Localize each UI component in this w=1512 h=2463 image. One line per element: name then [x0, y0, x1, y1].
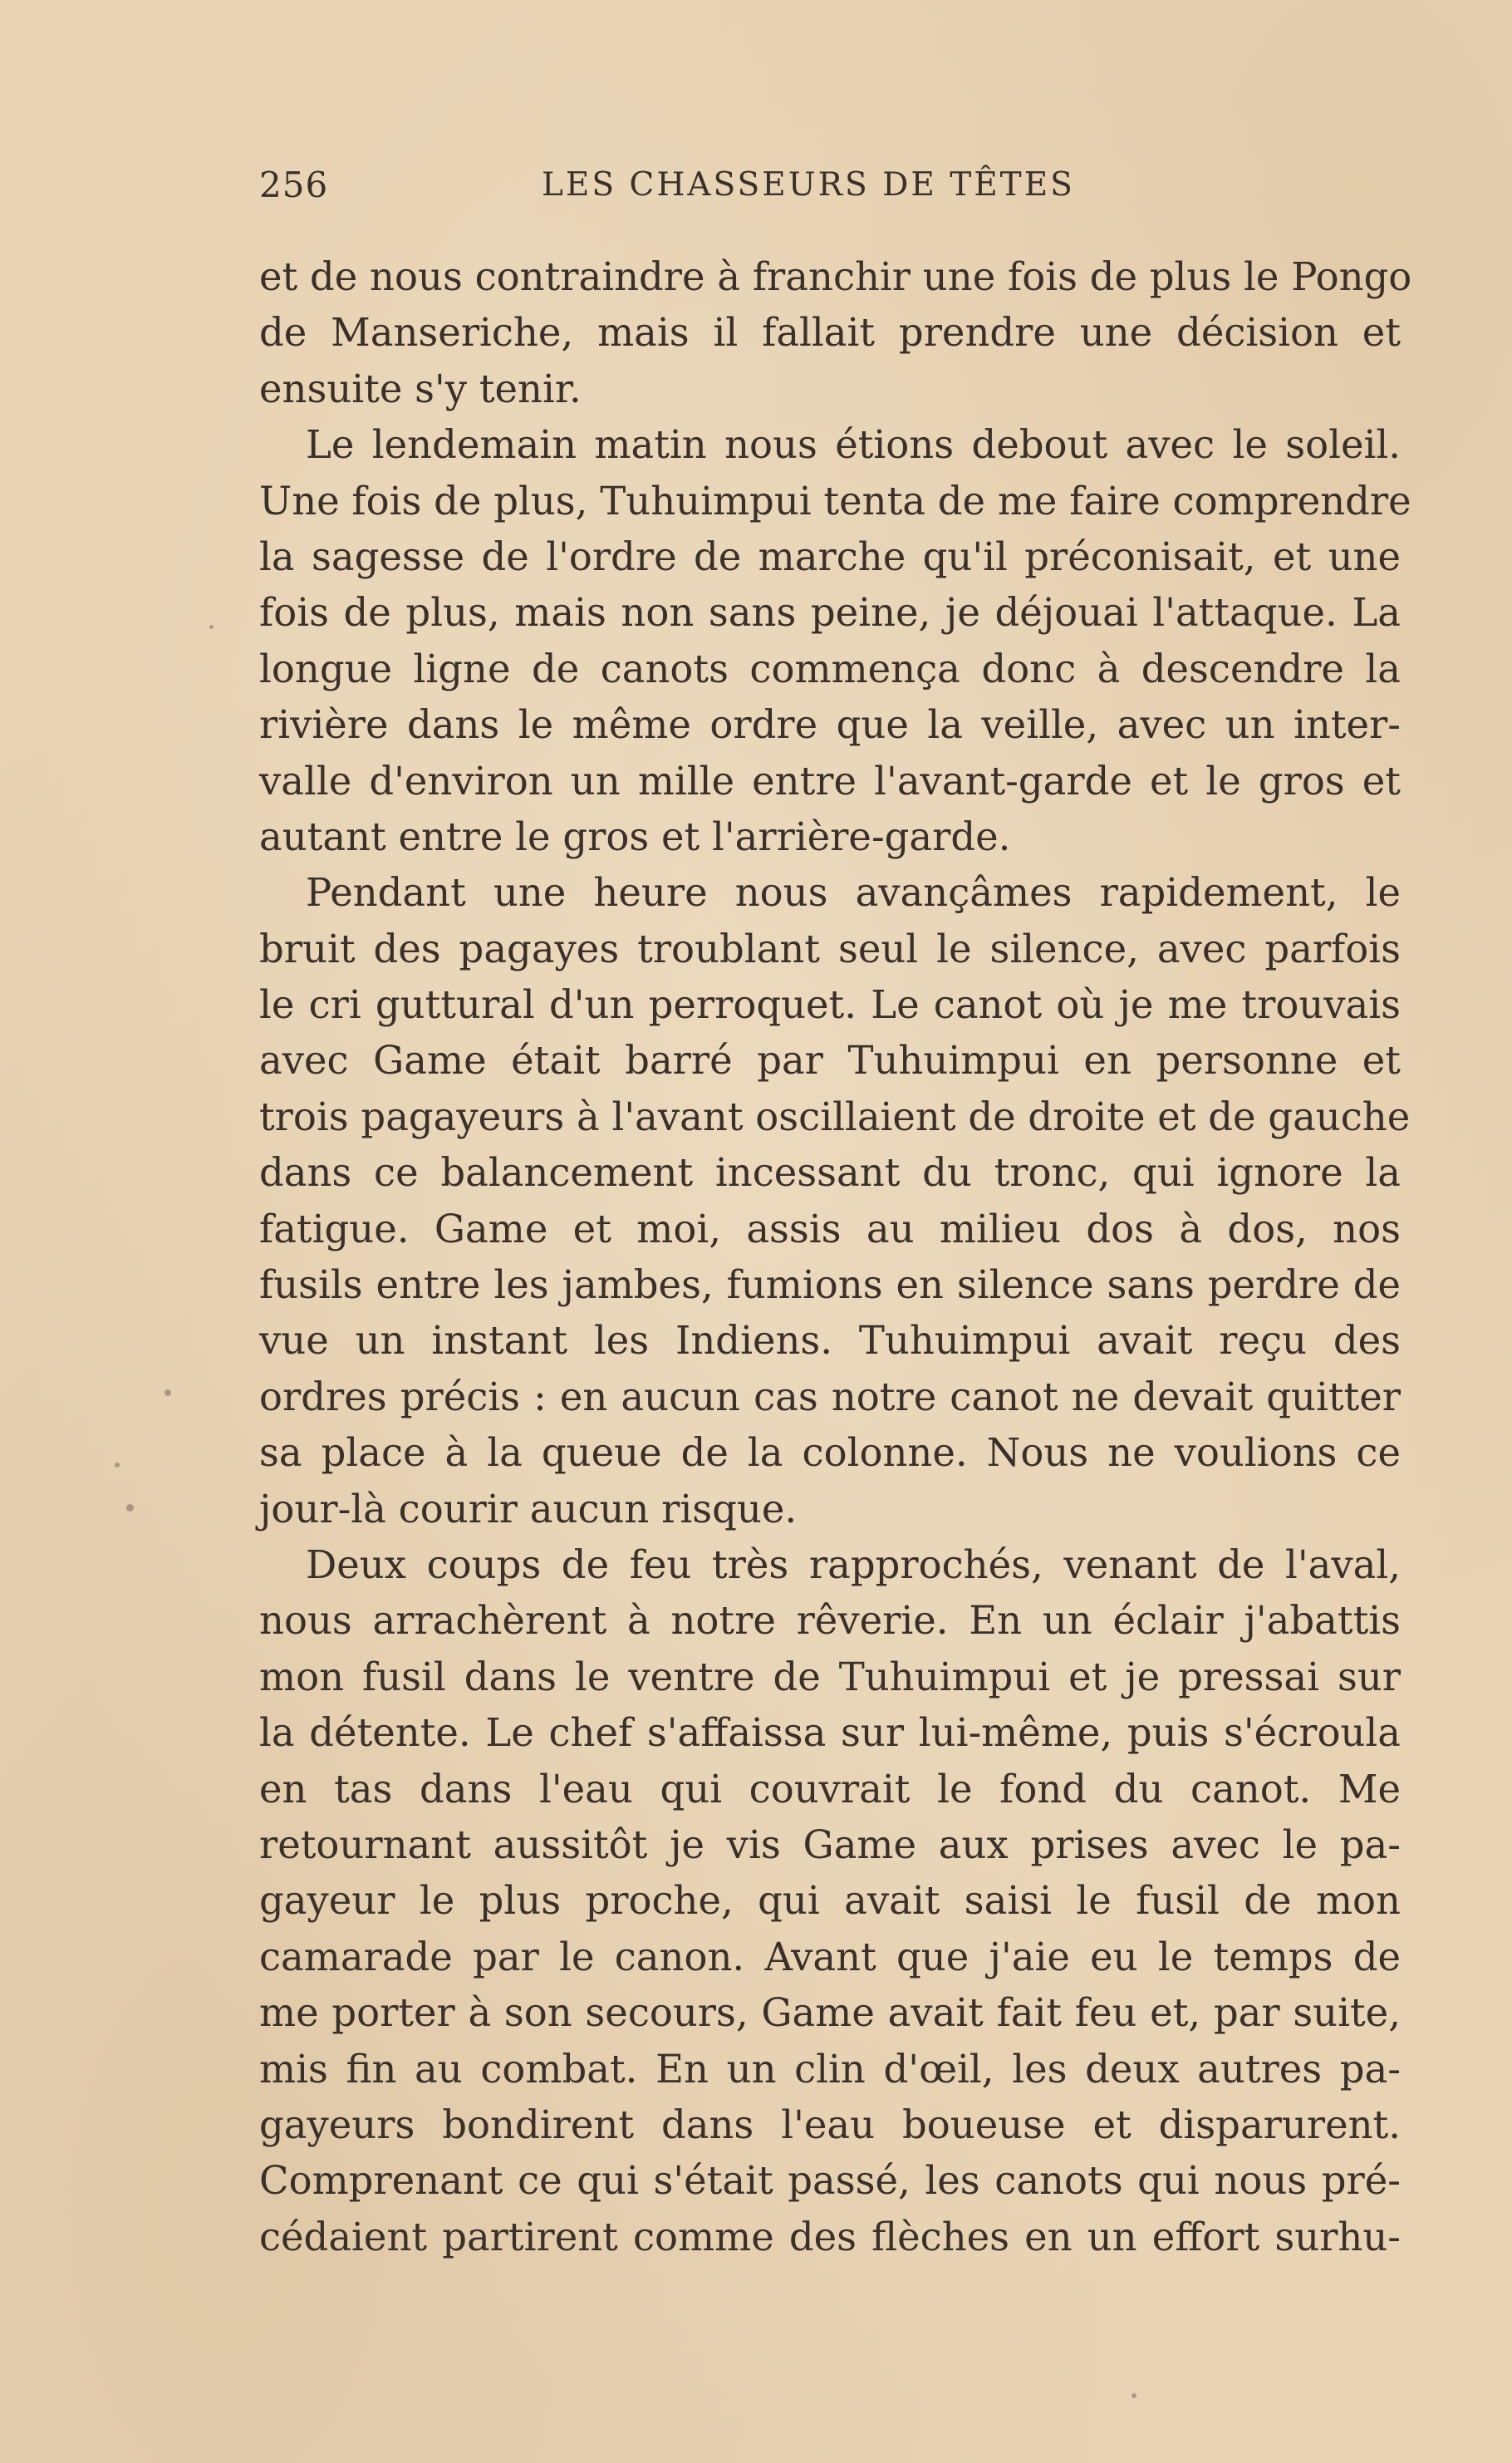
running-title: LES CHASSEURS DE TÊTES	[542, 166, 1075, 204]
text-line: ordres précis : en aucun cas notre canot ne devait quitter	[259, 1374, 1401, 1419]
page-number: 256	[259, 165, 329, 205]
text-line: de Manseriche, mais il fallait prendre une décision et	[259, 310, 1401, 356]
text-line: vue un instant les Indiens. Tuhuimpui avait reçu des	[259, 1318, 1401, 1364]
text-line: Le lendemain matin nous étions debout avec le soleil.	[306, 422, 1401, 468]
text-line: Pendant une heure nous avançâmes rapidement, le	[306, 870, 1401, 916]
paper-speck	[126, 1504, 134, 1512]
text-line: autant entre le gros et l'arrière-garde.	[259, 814, 1011, 859]
text-line: avec Game était barré par Tuhuimpui en personne et	[259, 1038, 1401, 1084]
text-line: fusils entre les jambes, fumions en silence sans perdre de	[259, 1262, 1401, 1308]
text-line: Une fois de plus, Tuhuimpui tenta de me faire comprendre	[259, 478, 1411, 524]
text-line: gayeurs bondirent dans l'eau boueuse et disparurent.	[259, 2102, 1401, 2147]
text-line: jour-là courir aucun risque.	[259, 1486, 798, 1531]
text-line: Deux coups de feu très rapprochés, venant de l'aval,	[306, 1541, 1401, 1587]
paper-speck	[164, 1389, 171, 1396]
text-line: mis fin au combat. En un clin d'œil, les deux autres pa-	[259, 2046, 1401, 2092]
text-line: bruit des pagayes troublant seul le silence, avec parfois	[259, 926, 1401, 971]
text-line: ensuite s'y tenir.	[259, 366, 582, 411]
text-line: la sagesse de l'ordre de marche qu'il préconisait, et une	[259, 533, 1401, 579]
text-line: le cri guttural d'un perroquet. Le canot où je me trouvais	[259, 982, 1401, 1028]
text-line: camarade par le canon. Avant que j'aie eu le temps de	[259, 1934, 1401, 1979]
text-line: fois de plus, mais non sans peine, je déjouai l'attaque. La	[259, 590, 1401, 636]
text-line: Comprenant ce qui s'était passé, les canots qui nous pré-	[259, 2158, 1401, 2204]
body-text	[259, 249, 1412, 2265]
text-line: nous arrachèrent à notre rêverie. En un éclair j'abattis	[259, 1598, 1401, 1644]
text-line: fatigue. Game et moi, assis au milieu dos à dos, nos	[259, 1206, 1401, 1251]
paper-speck	[209, 625, 214, 629]
text-line: longue ligne de canots commença donc à descendre la	[259, 646, 1401, 691]
text-line: en tas dans l'eau qui couvrait le fond du canot. Me	[259, 1766, 1401, 1812]
text-line: retournant aussitôt je vis Game aux prises avec le pa-	[259, 1821, 1401, 1867]
page-header	[259, 165, 1401, 214]
text-line: trois pagayeurs à l'avant oscillaient de droite et de gauche	[259, 1094, 1411, 1139]
text-line: rivière dans le même ordre que la veille, avec un inter-	[259, 702, 1401, 748]
text-line: mon fusil dans le ventre de Tuhuimpui et je pressai sur	[259, 1654, 1401, 1699]
text-line: et de nous contraindre à franchir une fois de plus le Pongo	[259, 254, 1412, 299]
paper-speck	[115, 1463, 120, 1467]
paper-speck	[1132, 2393, 1136, 2398]
text-line: cédaient partirent comme des flèches en un effort surhu-	[259, 2214, 1401, 2259]
text-line: la détente. Le chef s'affaissa sur lui-même, puis s'écroula	[259, 1710, 1401, 1756]
text-line: dans ce balancement incessant du tronc, qui ignore la	[259, 1150, 1401, 1196]
text-line: sa place à la queue de la colonne. Nous ne voulions ce	[259, 1430, 1401, 1476]
text-line: valle d'environ un mille entre l'avant-garde et le gros et	[259, 758, 1401, 804]
text-line: me porter à son secours, Game avait fait feu et, par suite,	[259, 1990, 1401, 2036]
text-line: gayeur le plus proche, qui avait saisi le fusil de mon	[259, 1878, 1401, 1924]
